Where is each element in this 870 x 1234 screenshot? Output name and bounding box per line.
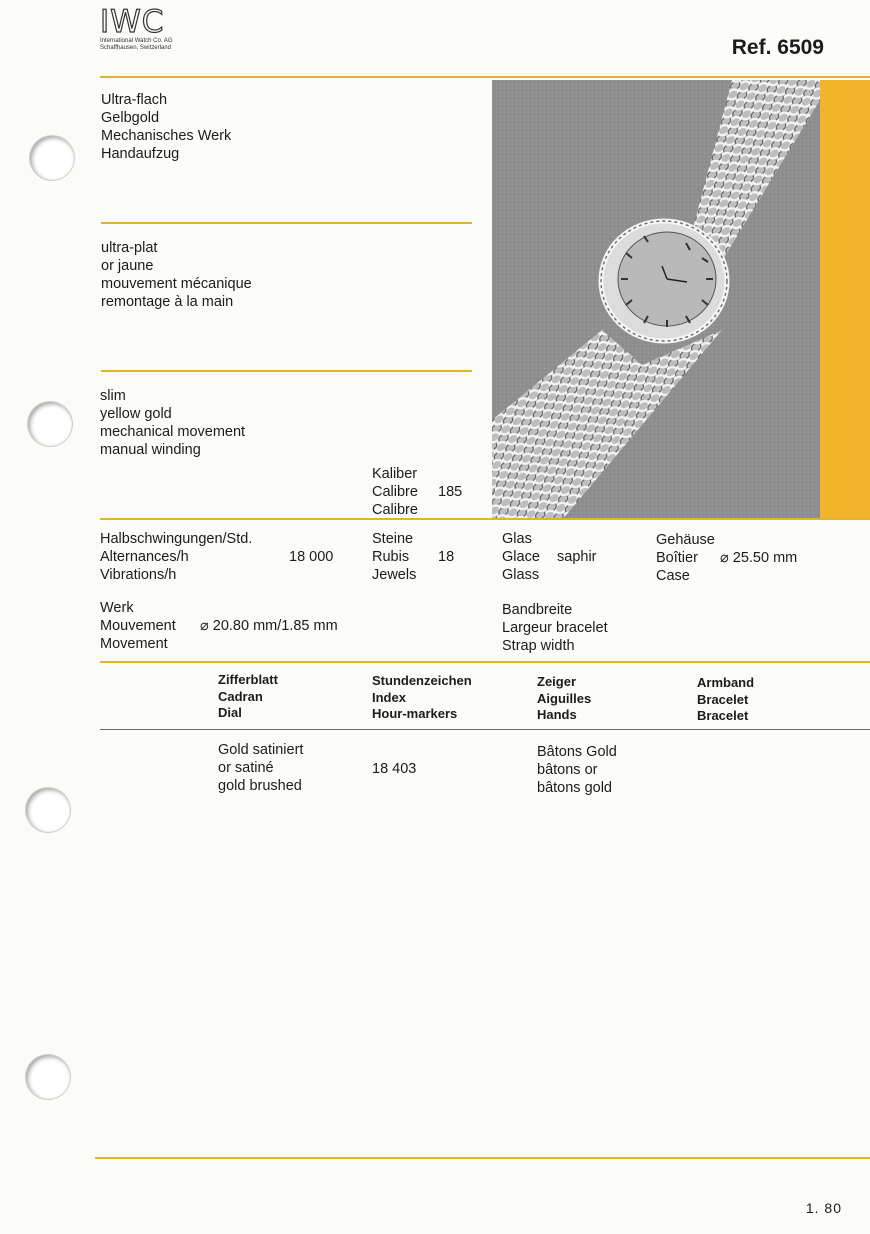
binder-hole-2 xyxy=(28,402,72,446)
movement-label: Movement xyxy=(100,636,168,652)
row-dial xyxy=(218,741,303,795)
accent-bar xyxy=(820,80,870,520)
description-english xyxy=(100,387,245,459)
desc-fr-line: ultra-plat xyxy=(101,240,158,256)
desc-en-line: manual winding xyxy=(100,442,201,458)
header-hands-line: Hands xyxy=(537,707,577,722)
logo-company-name: International Watch Co. AG xyxy=(100,38,173,44)
glass-labels xyxy=(502,530,540,584)
desc-de-line: Gelbgold xyxy=(101,110,160,126)
glass-label: Glass xyxy=(502,567,540,583)
desc-fr-line: or jaune xyxy=(101,258,154,274)
case-value: ⌀ 25.50 mm xyxy=(720,550,798,566)
strap-width-label: Strap width xyxy=(502,638,575,654)
page-number: 1. 80 xyxy=(805,1200,842,1216)
strap-width-label: Bandbreite xyxy=(502,602,573,618)
row-dial-line: Gold satiniert xyxy=(218,742,304,758)
desc-en-line: yellow gold xyxy=(100,406,172,422)
desc-en-line: mechanical movement xyxy=(100,424,246,440)
reference-number: Ref. 6509 xyxy=(731,36,824,59)
bottom-rule xyxy=(95,1157,870,1159)
jewels-value: 18 xyxy=(438,549,455,565)
desc-en-line: slim xyxy=(100,388,126,404)
jewels-labels xyxy=(372,530,416,584)
movement-label: Mouvement xyxy=(100,618,176,634)
vibrations-labels xyxy=(100,530,252,584)
glass-label: Glace xyxy=(502,549,540,565)
calibre-label: Calibre xyxy=(372,502,418,518)
vibrations-label: Halbschwingungen/Std. xyxy=(100,531,253,547)
jewels-label: Rubis xyxy=(372,549,410,565)
header-index-line: Stundenzeichen xyxy=(372,673,472,688)
vibrations-label: Alternances/h xyxy=(100,549,189,565)
header-index xyxy=(372,673,472,723)
case-label: Case xyxy=(656,568,690,584)
header-hands xyxy=(537,674,591,724)
header-bracelet-line: Bracelet xyxy=(697,691,749,707)
header-bracelet-line: Armband xyxy=(697,675,755,690)
row-hands-line: Bâtons Gold xyxy=(537,744,617,760)
calibre-label: Calibre xyxy=(372,484,418,500)
vibrations-value: 18 000 xyxy=(289,549,334,565)
watch-photo xyxy=(492,80,820,520)
header-dial-line: Dial xyxy=(218,705,242,720)
jewels-label: Jewels xyxy=(372,567,417,583)
binder-hole-4 xyxy=(26,1055,70,1099)
calibre-value: 185 xyxy=(438,484,463,500)
desc-fr-line: mouvement mécanique xyxy=(101,276,252,292)
movement-label: Werk xyxy=(100,600,134,616)
top-rule xyxy=(100,76,870,78)
header-dial xyxy=(218,672,278,722)
binder-hole-1 xyxy=(30,136,74,180)
row-dial-line: gold brushed xyxy=(218,778,302,794)
desc-de-line: Mechanisches Werk xyxy=(101,128,232,144)
row-index: 18 403 xyxy=(372,761,417,777)
case-label: Gehäuse xyxy=(656,532,715,548)
glass-value: saphir xyxy=(557,549,597,565)
case-label: Boîtier xyxy=(656,550,698,566)
movement-labels xyxy=(100,599,176,653)
desc-fr-line: remontage à la main xyxy=(101,294,234,310)
desc-de-line: Ultra-flach xyxy=(101,92,168,108)
desc-de-line: Handaufzug xyxy=(101,146,180,162)
header-index-line: Hour-markers xyxy=(372,706,458,721)
row-hands-line: bâtons or xyxy=(537,762,598,778)
row-hands-line: bâtons gold xyxy=(537,780,612,796)
strap-width-label: Largeur bracelet xyxy=(502,620,608,636)
description-german xyxy=(101,91,231,163)
section-rule xyxy=(101,222,472,224)
table-header-rule xyxy=(100,729,870,730)
row-hands xyxy=(537,743,617,797)
glass-label: Glas xyxy=(502,531,532,547)
row-dial-line: or satiné xyxy=(218,760,274,776)
header-hands-line: Zeiger xyxy=(537,674,577,689)
section-rule xyxy=(101,370,472,372)
header-bracelet-line: Bracelet xyxy=(697,708,749,723)
strap-width-labels xyxy=(502,601,608,655)
header-hands-line: Aiguilles xyxy=(537,690,592,706)
specs-rule xyxy=(100,518,870,520)
movement-value: ⌀ 20.80 mm/1.85 mm xyxy=(200,618,338,634)
calibre-labels xyxy=(372,465,418,519)
case-labels xyxy=(656,531,715,585)
logo-mark: IWC xyxy=(100,4,165,40)
vibrations-label: Vibrations/h xyxy=(100,567,177,583)
binder-hole-3 xyxy=(26,788,70,832)
jewels-label: Steine xyxy=(372,531,414,547)
header-dial-line: Zifferblatt xyxy=(218,672,278,687)
description-french xyxy=(101,239,252,311)
company-logo xyxy=(100,6,172,51)
header-index-line: Index xyxy=(372,689,406,705)
table-top-rule xyxy=(100,661,870,663)
header-dial-line: Cadran xyxy=(218,688,263,704)
header-bracelet xyxy=(697,675,754,725)
calibre-label: Kaliber xyxy=(372,466,418,482)
logo-location: Schaffhausen, Switzerland xyxy=(100,44,171,51)
